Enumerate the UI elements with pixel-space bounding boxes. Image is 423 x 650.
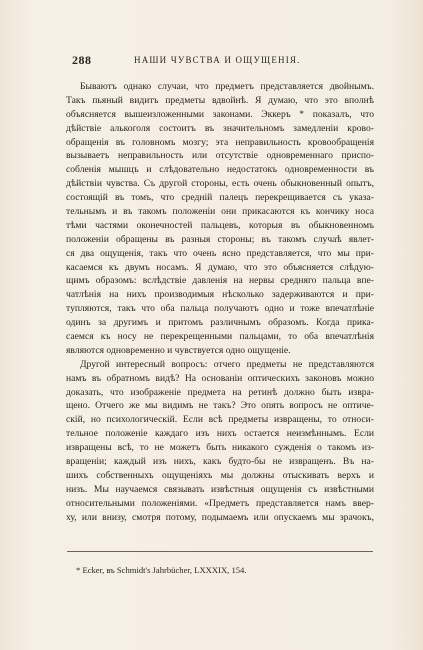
text-line: Такъ пьяный видитъ предметы вдвойнѣ. Я думаю, что это вполнѣ <box>66 94 374 106</box>
text-line: вызываетъ неправильность или отсутствіе одновременнаго приспо- <box>66 150 374 162</box>
text-line: вращеніи; каждый изъ нихъ, какъ будто-бы не извращенъ. Въ на- <box>66 456 374 468</box>
text-line: дѣйствіи чувства. Съ другой стороны, есть очень обыкновенный опытъ, <box>66 178 374 190</box>
text-line: относительными положеніями. «Предметъ представляется намъ ввер- <box>66 497 374 509</box>
page-header <box>72 53 372 67</box>
text-line: ху, или внизу, смотря потому, подымаемъ или опускаемъ мы зрачокъ, <box>66 511 374 523</box>
body-text <box>66 80 374 525</box>
text-line: скій, но психологическій. Если всѣ предметы извращены, то относи- <box>66 414 374 426</box>
text-line: тѣми частями оконечностей пальцевъ, которыя въ обыкновенномъ <box>66 219 374 231</box>
text-line: щено. Отчего же мы видимъ не такъ? Это опять вопросъ не оптиче- <box>66 400 374 412</box>
text-line: тельнымъ и въ такомъ положеніи они прикасаются къ кончику носа <box>66 206 374 218</box>
text-line: шихъ собственныхъ ощущеніяхъ мы должны отыскивать верхъ и <box>66 469 374 481</box>
text-line: положеніи обращены въ разныя стороны; въ такомъ случаѣ явлет- <box>66 233 374 245</box>
text-line: объясняется вышеизложенными законами. Эккеръ * показалъ, что <box>66 108 374 120</box>
text-line: обращенія въ головномъ мозгу; эта неправильность кровообращенія <box>66 136 374 148</box>
text-line: тупляются, такъ что оба пальца получаютъ одно и тоже впечатлѣніе <box>66 303 374 315</box>
text-line: Другой интересный вопросъ: отчего предметы не представляются <box>80 358 374 370</box>
running-title: НАШИ ЧУВСТВА И ОЩУЩЕНІЯ. <box>134 55 301 65</box>
page-number: 288 <box>72 53 92 67</box>
text-line: тельное положеніе каждаго изъ нихъ остается неизмѣннымъ. Если <box>66 428 374 440</box>
footnote: * Ecker, въ Schmidt's Jahrbücher, LXXXIX, 154. <box>76 565 247 575</box>
text-line: щимъ образомъ: вслѣдствіе давленія на нервы средняго пальца впе- <box>66 275 374 287</box>
text-line: состоящій въ томъ, что средній палецъ перекрещивается съ указа- <box>66 192 374 204</box>
text-line: являются одновременно и чувствуется одно ощущеніе. <box>66 344 291 356</box>
text-line: одинъ за другимъ и притомъ различнымъ образомъ. Когда прика- <box>66 317 374 329</box>
text-line: низъ. Мы научаемся связывать извѣстныя ощущенія съ извѣстными <box>66 483 374 495</box>
footnote-divider <box>67 551 373 552</box>
text-line: чатлѣнія на нихъ производимыя нѣсколько задерживаются и при- <box>66 289 374 301</box>
text-line: намъ въ обратномъ видѣ? На основаніи оптическихъ законовъ можно <box>66 372 374 384</box>
text-line: извращены всѣ, то не можетъ быть никакого сужденія о такомъ из- <box>66 442 374 454</box>
text-line: саемся къ носу не перекрещенными пальцами, то оба впечатлѣнія <box>66 331 374 343</box>
text-line: ся два ощущенія, такъ что очень ясно представляется, что мы при- <box>66 247 374 259</box>
text-line: Бываютъ однако случаи, что предметъ представляется двойнымъ. <box>80 81 374 92</box>
text-line: касаемся къ двумъ носамъ. Я думаю, что это объясняется слѣдую- <box>66 261 374 273</box>
text-line: доказать, что изображеніе предмета на ретинѣ должно быть извра- <box>66 386 374 398</box>
text-line: дѣйствіе алькоголя состоитъ въ значительномъ замедленіи крово- <box>66 122 374 134</box>
text-line: собленія мышцъ и слѣдовательно недостатокъ одновременности въ <box>66 164 374 176</box>
